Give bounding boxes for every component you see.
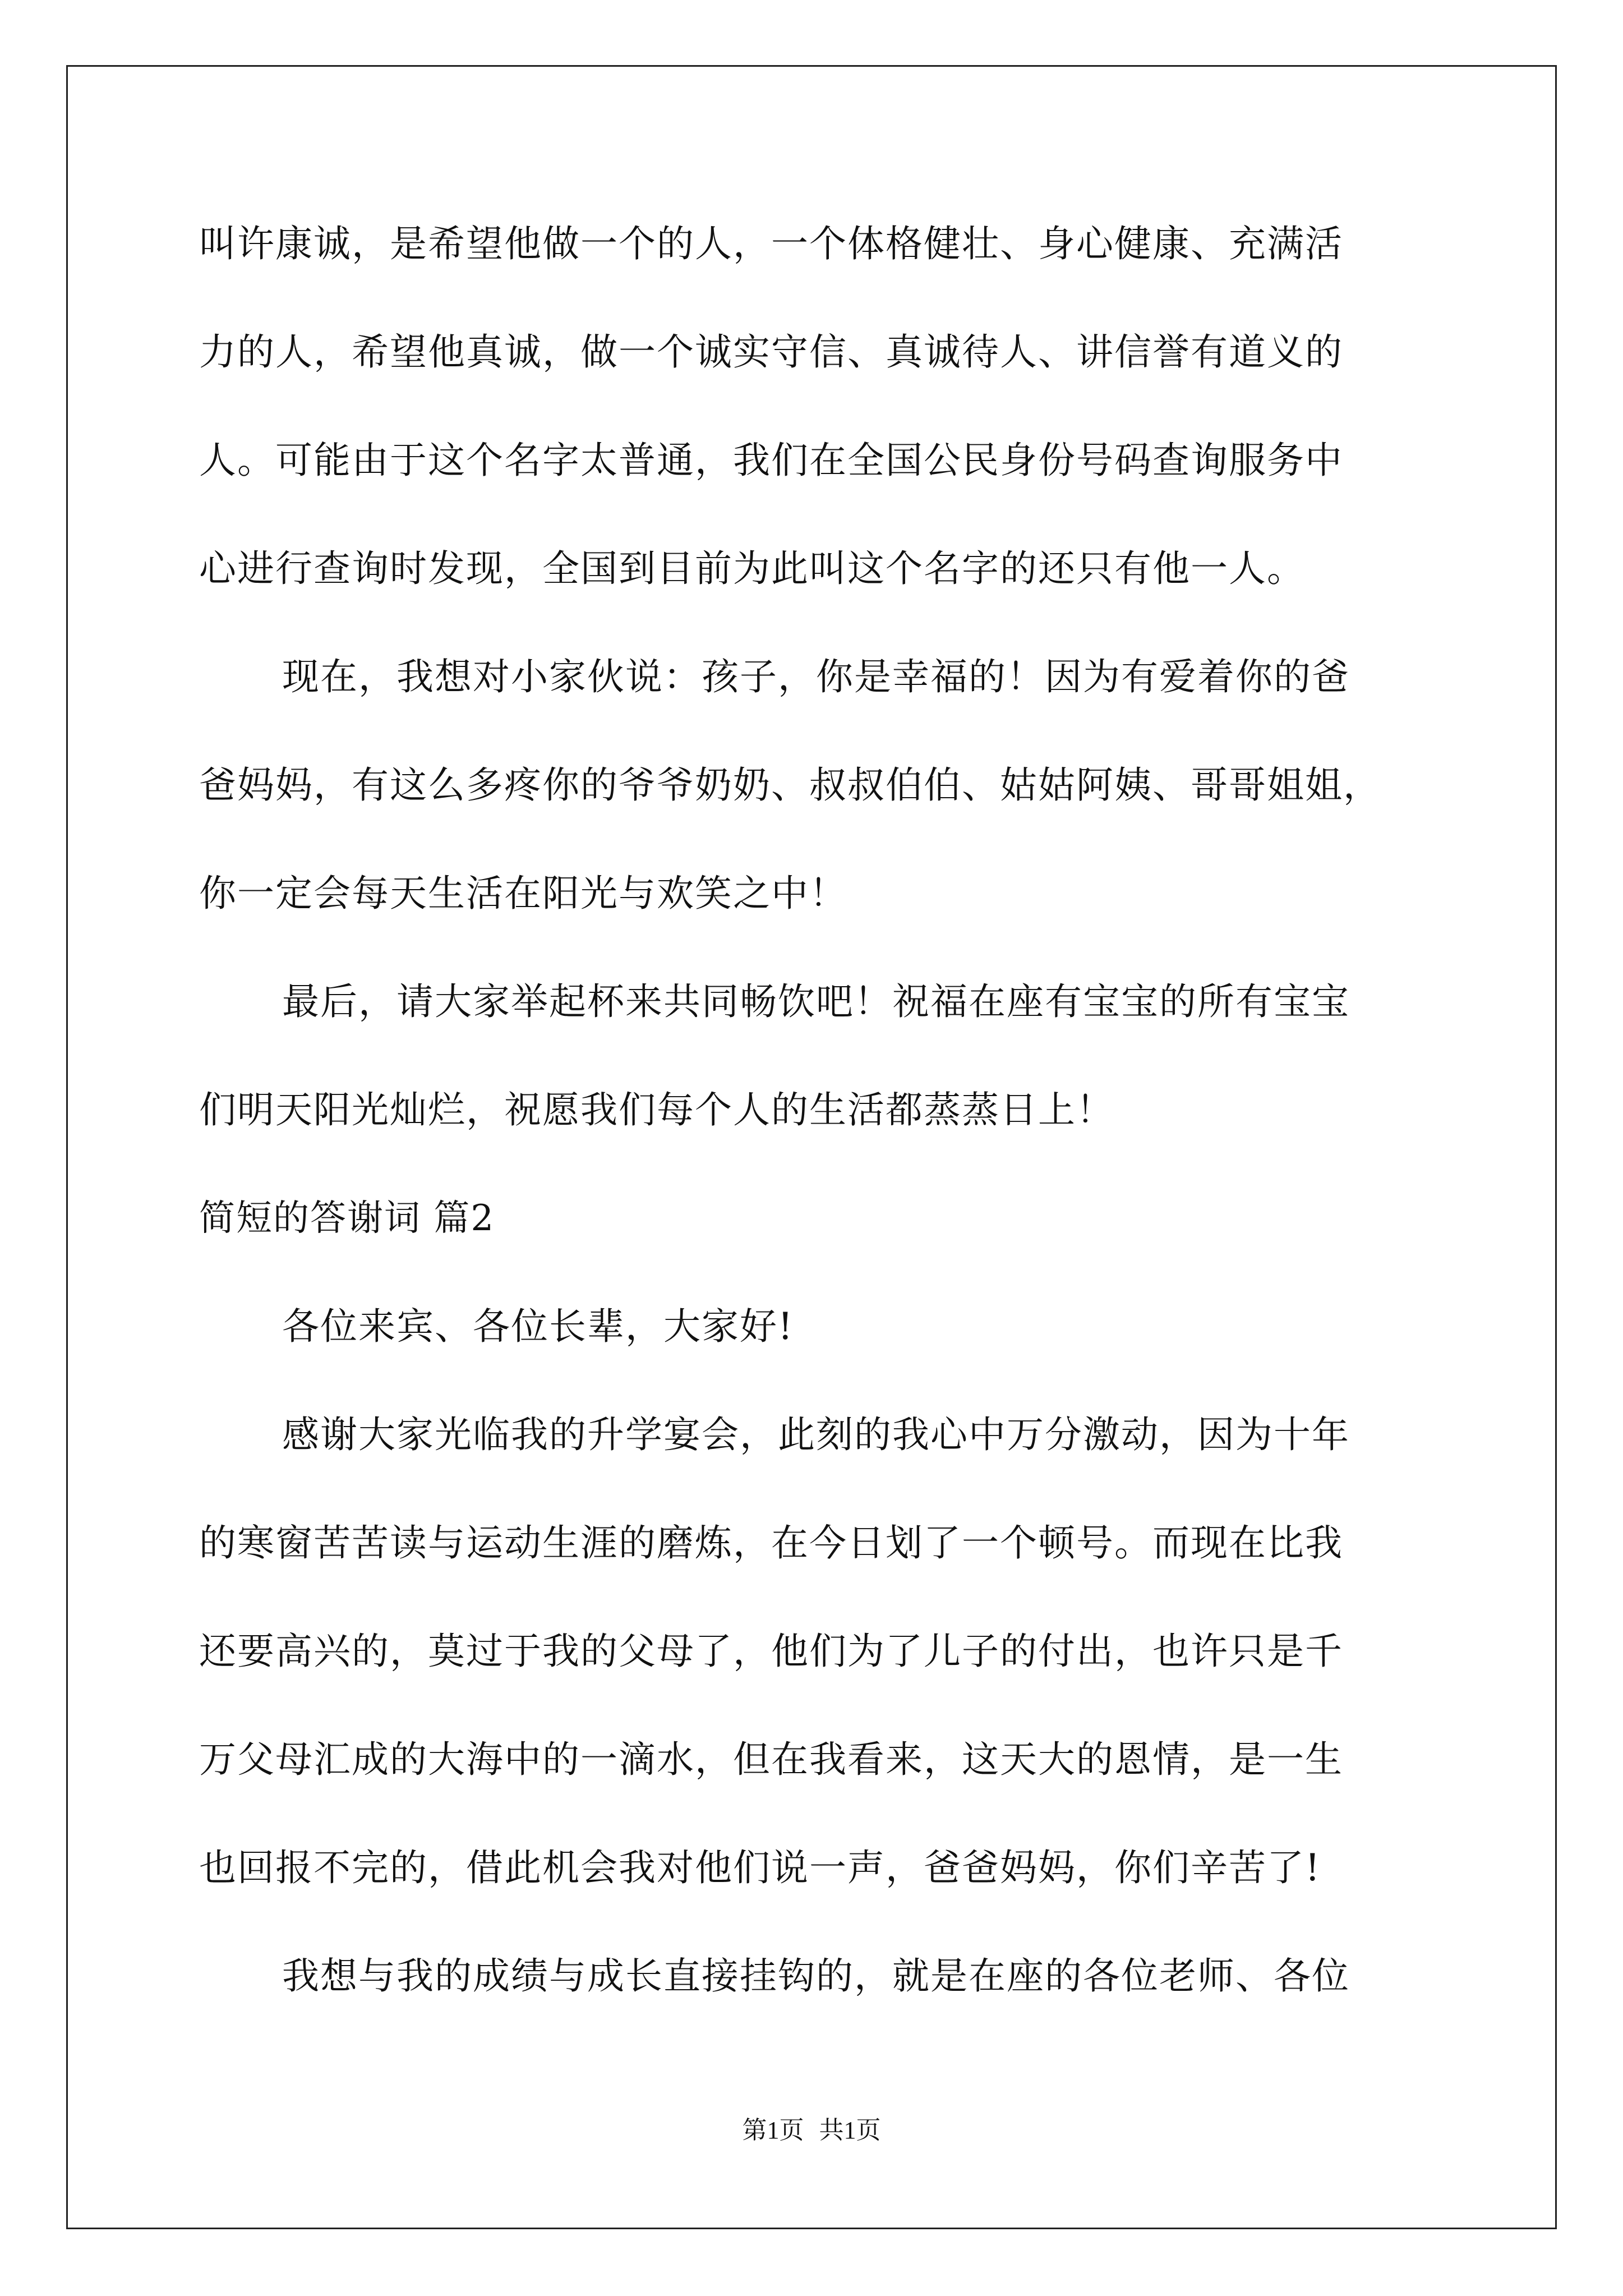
paragraph-line: 心进行查询时发现，全国到目前为此叫这个名字的还只有他一人。 [199,547,1305,590]
page-footer [0,2114,1623,2147]
page-number: 第1页 [742,2116,804,2144]
paragraph-line: 各位来宾、各位长辈，大家好! [282,1305,794,1348]
paragraph-line: 万父母汇成的大海中的一滴水，但在我看来，这天大的恩情，是一生 [199,1738,1343,1781]
paragraph-line: 也回报不完的，借此机会我对他们说一声，爸爸妈妈，你们辛苦了! [199,1846,1321,1889]
paragraph-line: 人。可能由于这个名字太普通，我们在全国公民身份号码查询服务中 [199,439,1343,482]
paragraph-line: 的寒窗苦苦读与运动生涯的磨炼，在今日划了一个顿号。而现在比我 [199,1521,1343,1565]
document-body [199,216,1433,2056]
section-heading: 简短的答谢词 篇2 [199,1198,495,1239]
paragraph-line: 力的人，希望他真诚，做一个诚实守信、真诚待人、讲信誉有道义的 [199,330,1343,374]
paragraph-line: 们明天阳光灿烂，祝愿我们每个人的生活都蒸蒸日上！ [199,1088,1114,1131]
paragraph-line: 还要高兴的，莫过于我的父母了，他们为了儿子的付出，也许只是千 [199,1630,1343,1673]
paragraph-line: 我想与我的成绩与成长直接挂钩的，就是在座的各位老师、各位 [282,1954,1350,1998]
paragraph-line: 叫许康诚，是希望他做一个的人，一个体格健壮、身心健康、充满活 [199,222,1343,265]
paragraph-line: 爸妈妈，有这么多疼你的爷爷奶奶、叔叔伯伯、姑姑阿姨、哥哥姐姐， [199,763,1381,807]
paragraph-line: 最后，请大家举起杯来共同畅饮吧！祝福在座有宝宝的所有宝宝 [282,980,1350,1023]
paragraph-line: 感谢大家光临我的升学宴会，此刻的我心中万分激动，因为十年 [282,1413,1350,1456]
page-total: 共1页 [819,2116,881,2144]
paragraph-line: 你一定会每天生活在阳光与欢笑之中！ [199,872,847,915]
paragraph-line: 现在，我想对小家伙说：孩子，你是幸福的！因为有爱着你的爸 [282,655,1350,698]
